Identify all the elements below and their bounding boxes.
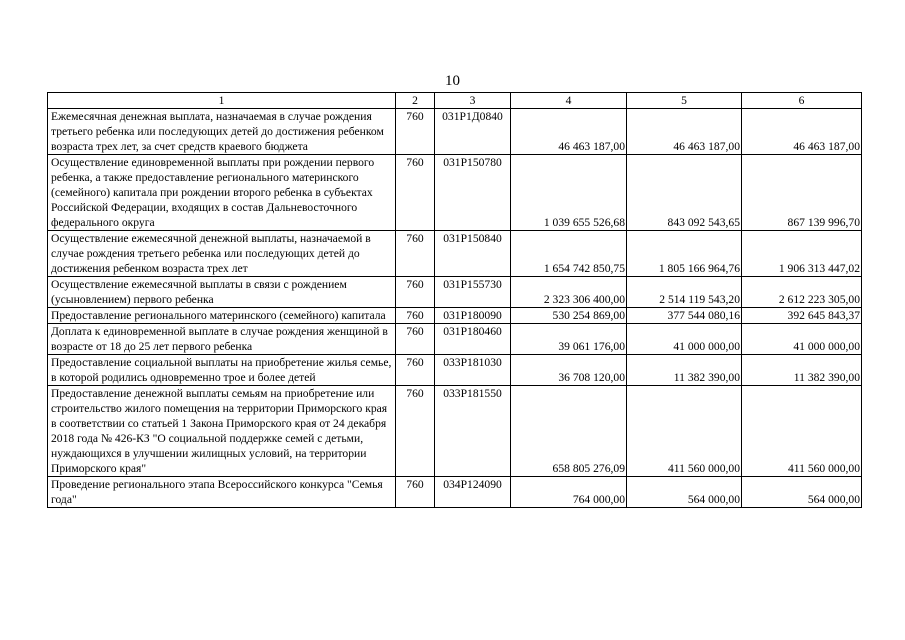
table-row [48, 386, 862, 477]
row-col6: 564 000,00 [742, 477, 862, 508]
page-number: 10 [445, 73, 460, 89]
row-col4: 39 061 176,00 [511, 324, 627, 355]
row-col2: 760 [396, 277, 435, 308]
row-col4: 1 654 742 850,75 [511, 231, 627, 277]
header-cell-6: 6 [742, 93, 862, 109]
row-col4: 46 463 187,00 [511, 109, 627, 155]
table-row [48, 231, 862, 277]
header-cell-1: 1 [48, 93, 396, 109]
table-row [48, 324, 862, 355]
header-cell-5: 5 [627, 93, 742, 109]
row-name: Проведение регионального этапа Всероссийского конкурса "Семья года" [48, 477, 396, 508]
row-name: Доплата к единовременной выплате в случае рождения женщиной в возрасте от 18 до 25 лет первого ребенка [48, 324, 396, 355]
row-name: Предоставление социальной выплаты на приобретение жилья семье, в которой родились одновременно трое и более детей [48, 355, 396, 386]
table-row [48, 277, 862, 308]
row-name: Осуществление единовременной выплаты при рождении первого ребенка, а также предоставление регионального материнского (семейного) капитала при рождении второго ребенка в субъектах Российской Федерации, входящих в состав Дальневосточного федерального округа [48, 155, 396, 231]
row-col4: 36 708 120,00 [511, 355, 627, 386]
row-col5: 41 000 000,00 [627, 324, 742, 355]
row-col5: 46 463 187,00 [627, 109, 742, 155]
row-col6: 867 139 996,70 [742, 155, 862, 231]
table-header-row [48, 93, 862, 109]
table-row [48, 109, 862, 155]
budget-table [47, 92, 862, 508]
row-col6: 411 560 000,00 [742, 386, 862, 477]
row-col2: 760 [396, 477, 435, 508]
row-col3: 031P150840 [435, 231, 511, 277]
row-col3: 031P180460 [435, 324, 511, 355]
row-col2: 760 [396, 308, 435, 324]
row-col5: 843 092 543,65 [627, 155, 742, 231]
row-col2: 760 [396, 231, 435, 277]
table-row [48, 308, 862, 324]
row-name: Предоставление регионального материнского (семейного) капитала [48, 308, 396, 324]
row-col3: 031P1Д0840 [435, 109, 511, 155]
row-col5: 564 000,00 [627, 477, 742, 508]
row-col6: 41 000 000,00 [742, 324, 862, 355]
row-col3: 034P124090 [435, 477, 511, 508]
row-col2: 760 [396, 324, 435, 355]
row-col4: 658 805 276,09 [511, 386, 627, 477]
row-col4: 2 323 306 400,00 [511, 277, 627, 308]
row-col3: 031P180090 [435, 308, 511, 324]
row-name: Осуществление ежемесячной выплаты в связи с рождением (усыновлением) первого ребенка [48, 277, 396, 308]
row-col2: 760 [396, 155, 435, 231]
header-cell-2: 2 [396, 93, 435, 109]
row-col4: 530 254 869,00 [511, 308, 627, 324]
row-col5: 11 382 390,00 [627, 355, 742, 386]
row-name: Предоставление денежной выплаты семьям на приобретение или строительство жилого помещения на территории Приморского края в соответствии со статьей 1 Закона Приморского края от 24 декабря 2018 года № 426-КЗ "О социальной поддержке семей с детьми, нуждающихся в улучшении жилищных условий, на территории Приморского края" [48, 386, 396, 477]
row-col3: 031P155730 [435, 277, 511, 308]
row-col5: 377 544 080,16 [627, 308, 742, 324]
row-name: Осуществление ежемесячной денежной выплаты, назначаемой в случае рождения третьего ребенка или последующих детей до достижения ребенком возраста трех лет [48, 231, 396, 277]
row-col6: 392 645 843,37 [742, 308, 862, 324]
row-col2: 760 [396, 109, 435, 155]
row-col2: 760 [396, 386, 435, 477]
row-col3: 033P181550 [435, 386, 511, 477]
table-row [48, 355, 862, 386]
row-col3: 031P150780 [435, 155, 511, 231]
row-col6: 46 463 187,00 [742, 109, 862, 155]
header-cell-3: 3 [435, 93, 511, 109]
table-row [48, 155, 862, 231]
row-col6: 1 906 313 447,02 [742, 231, 862, 277]
row-col3: 033P181030 [435, 355, 511, 386]
row-col4: 764 000,00 [511, 477, 627, 508]
row-col6: 11 382 390,00 [742, 355, 862, 386]
row-col6: 2 612 223 305,00 [742, 277, 862, 308]
row-name: Ежемесячная денежная выплата, назначаемая в случае рождения третьего ребенка или последующих детей до достижения ребенком возраста трех лет, за счет средств краевого бюджета [48, 109, 396, 155]
row-col5: 1 805 166 964,76 [627, 231, 742, 277]
row-col2: 760 [396, 355, 435, 386]
header-cell-4: 4 [511, 93, 627, 109]
row-col5: 411 560 000,00 [627, 386, 742, 477]
table-row [48, 477, 862, 508]
row-col4: 1 039 655 526,68 [511, 155, 627, 231]
row-col5: 2 514 119 543,20 [627, 277, 742, 308]
